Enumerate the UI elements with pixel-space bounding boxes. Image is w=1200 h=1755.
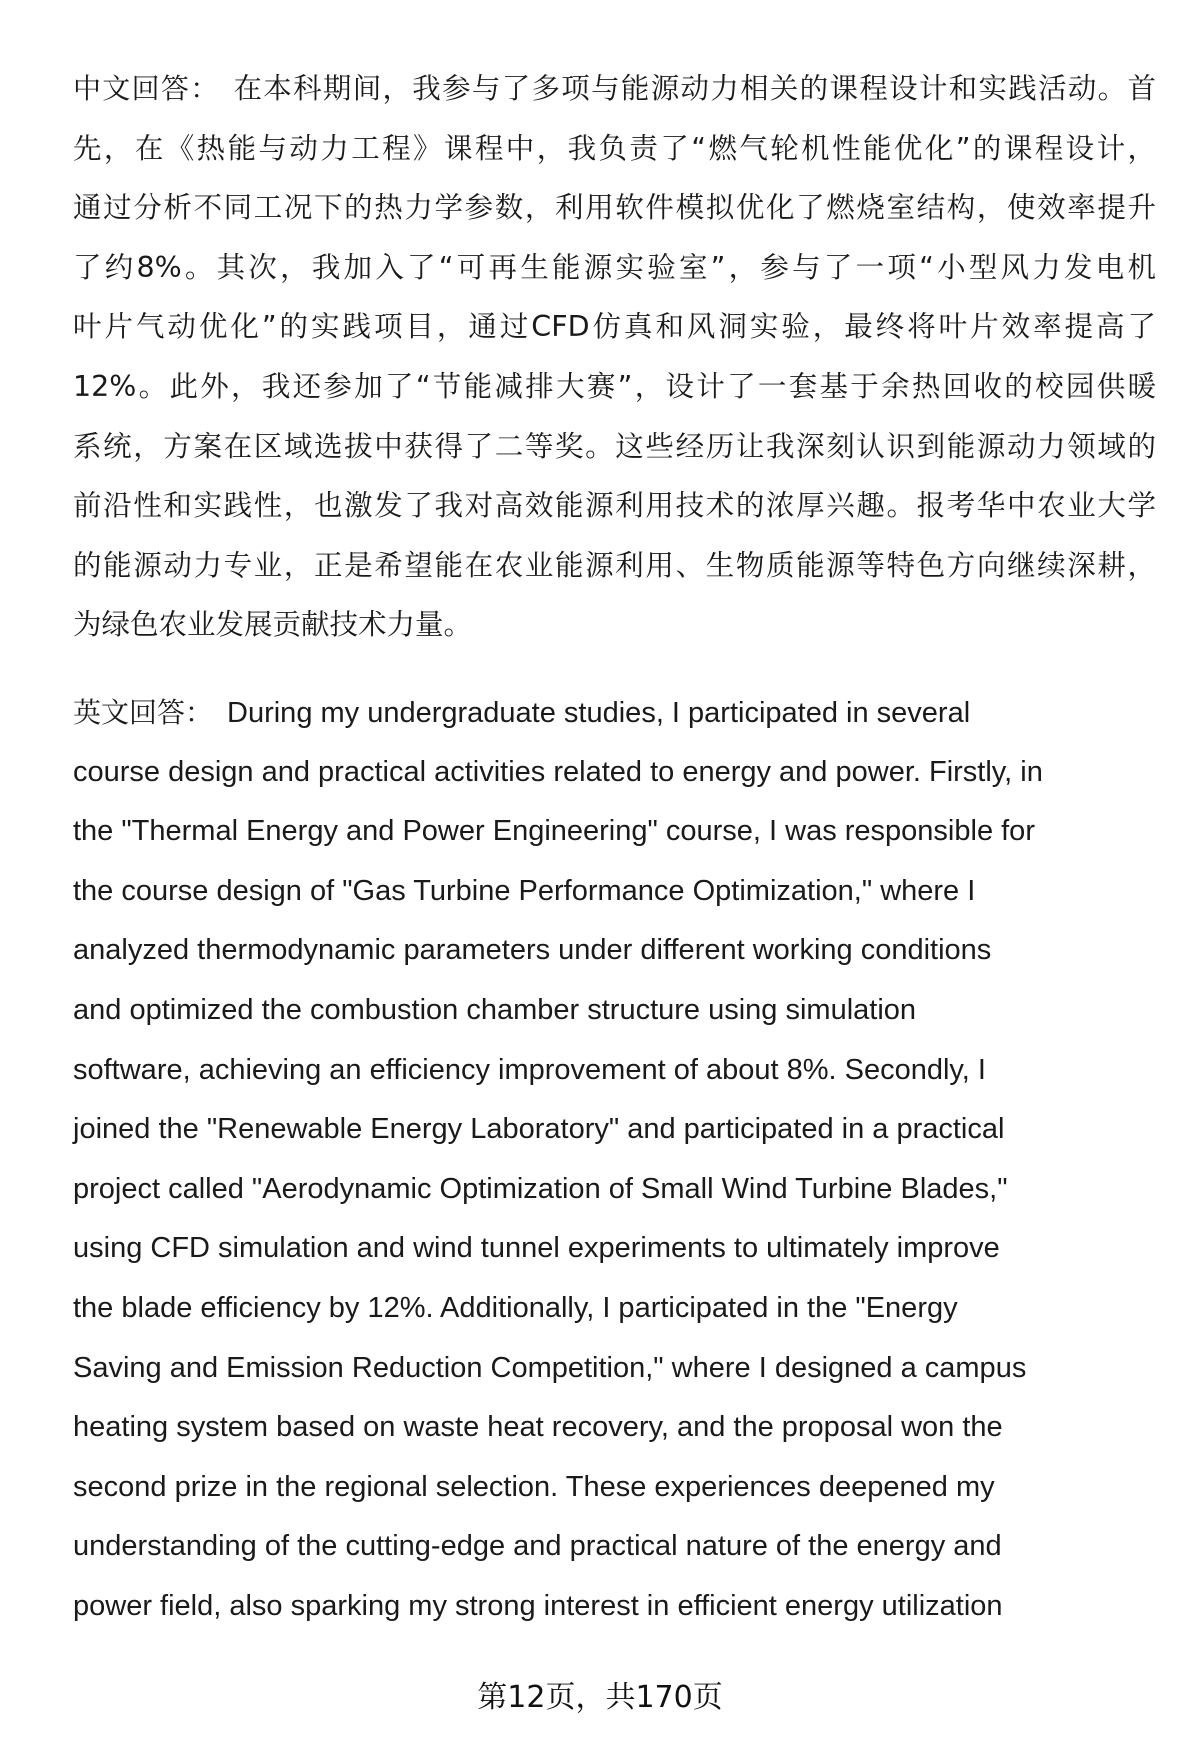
line-text: During my undergraduate studies, I participated in several: [227, 697, 971, 729]
text-line: [73, 417, 1156, 477]
text-line: [73, 1517, 1156, 1577]
text-line: [73, 178, 1156, 238]
line-text: analyzed thermodynamic parameters under different working conditions: [73, 934, 992, 967]
line-text: course design and practical activities related to energy and power. Firstly, in: [73, 755, 1043, 788]
text-line: [73, 1160, 1156, 1220]
page-number: 第12页，共170页: [477, 1680, 723, 1715]
text-line: [73, 1219, 1156, 1279]
text-line: [73, 476, 1156, 536]
text-line: [73, 862, 1156, 922]
line-text: the course design of "Gas Turbine Performance Optimization," where I: [73, 874, 976, 907]
text-line: [73, 536, 1156, 596]
line-text: project called "Aerodynamic Optimization of Small Wind Turbine Blades,": [73, 1172, 1008, 1205]
text-line: [73, 1577, 1156, 1637]
line-text: software, achieving an efficiency improvement of about 8%. Secondly, I: [73, 1053, 986, 1086]
english-answer-paragraph: [73, 683, 1156, 1637]
line-text: understanding of the cutting-edge and practical nature of the energy and: [73, 1530, 1002, 1563]
text-line: [73, 1339, 1156, 1399]
text-line: [73, 357, 1156, 417]
line-text: 前沿性和实践性，也激发了我对高效能源利用技术的浓厚兴趣。报考华中农业大学: [73, 489, 1156, 523]
line-text: joined the "Renewable Energy Laboratory" and participated in a practical: [73, 1113, 1005, 1146]
text-line: [73, 595, 1156, 655]
text-line: [73, 119, 1156, 179]
text-line: [73, 1458, 1156, 1518]
text-line: [73, 981, 1156, 1041]
line-text: 系统，方案在区域选拔中获得了二等奖。这些经历让我深刻认识到能源动力领域的: [73, 429, 1156, 463]
text-line: [73, 297, 1156, 357]
line-text: 为绿色农业发展贡献技术力量。: [73, 608, 473, 642]
text-line: [73, 1279, 1156, 1339]
line-text: power field, also sparking my strong interest in efficient energy utilization: [73, 1589, 1003, 1622]
line-text: second prize in the regional selection. These experiences deepened my: [73, 1470, 995, 1503]
text-line: [73, 683, 1156, 743]
line-text: and optimized the combustion chamber structure using simulation: [73, 993, 917, 1026]
chinese-answer-paragraph: [73, 59, 1156, 655]
line-text: 了约8%。其次，我加入了“可再生能源实验室”，参与了一项“小型风力发电机: [73, 250, 1156, 284]
line-text: Saving and Emission Reduction Competition," where I designed a campus: [73, 1351, 1027, 1384]
text-line: [73, 743, 1156, 803]
line-text: 通过分析不同工况下的热力学参数，利用软件模拟优化了燃烧室结构，使效率提升: [73, 191, 1156, 225]
text-line: [73, 1100, 1156, 1160]
line-text: 12%。此外，我还参加了“节能减排大赛”，设计了一套基于余热回收的校园供暖: [73, 369, 1156, 403]
answer-label: 英文回答：: [73, 696, 214, 729]
text-line: [73, 59, 1156, 119]
line-text: the "Thermal Energy and Power Engineering" course, I was responsible for: [73, 815, 1035, 848]
line-text: 叶片气动优化”的实践项目，通过CFD仿真和风洞实验，最终将叶片效率提高了: [73, 310, 1156, 344]
text-line: [73, 921, 1156, 981]
line-text: heating system based on waste heat recovery, and the proposal won the: [73, 1411, 1003, 1444]
text-line: [73, 1398, 1156, 1458]
text-line: [73, 1041, 1156, 1101]
line-text: using CFD simulation and wind tunnel experiments to ultimately improve: [73, 1232, 1000, 1265]
answer-label: 中文回答：: [73, 72, 220, 105]
text-line: [73, 802, 1156, 862]
line-text: the blade efficiency by 12%. Additionally, I participated in the "Energy: [73, 1291, 958, 1324]
line-text: 先，在《热能与动力工程》课程中，我负责了“燃气轮机性能优化”的课程设计，: [73, 131, 1156, 165]
line-text: 在本科期间，我参与了多项与能源动力相关的课程设计和实践活动。首: [233, 72, 1156, 105]
line-text: 的能源动力专业，正是希望能在农业能源利用、生物质能源等特色方向继续深耕，: [73, 548, 1156, 582]
text-line: [73, 238, 1156, 298]
